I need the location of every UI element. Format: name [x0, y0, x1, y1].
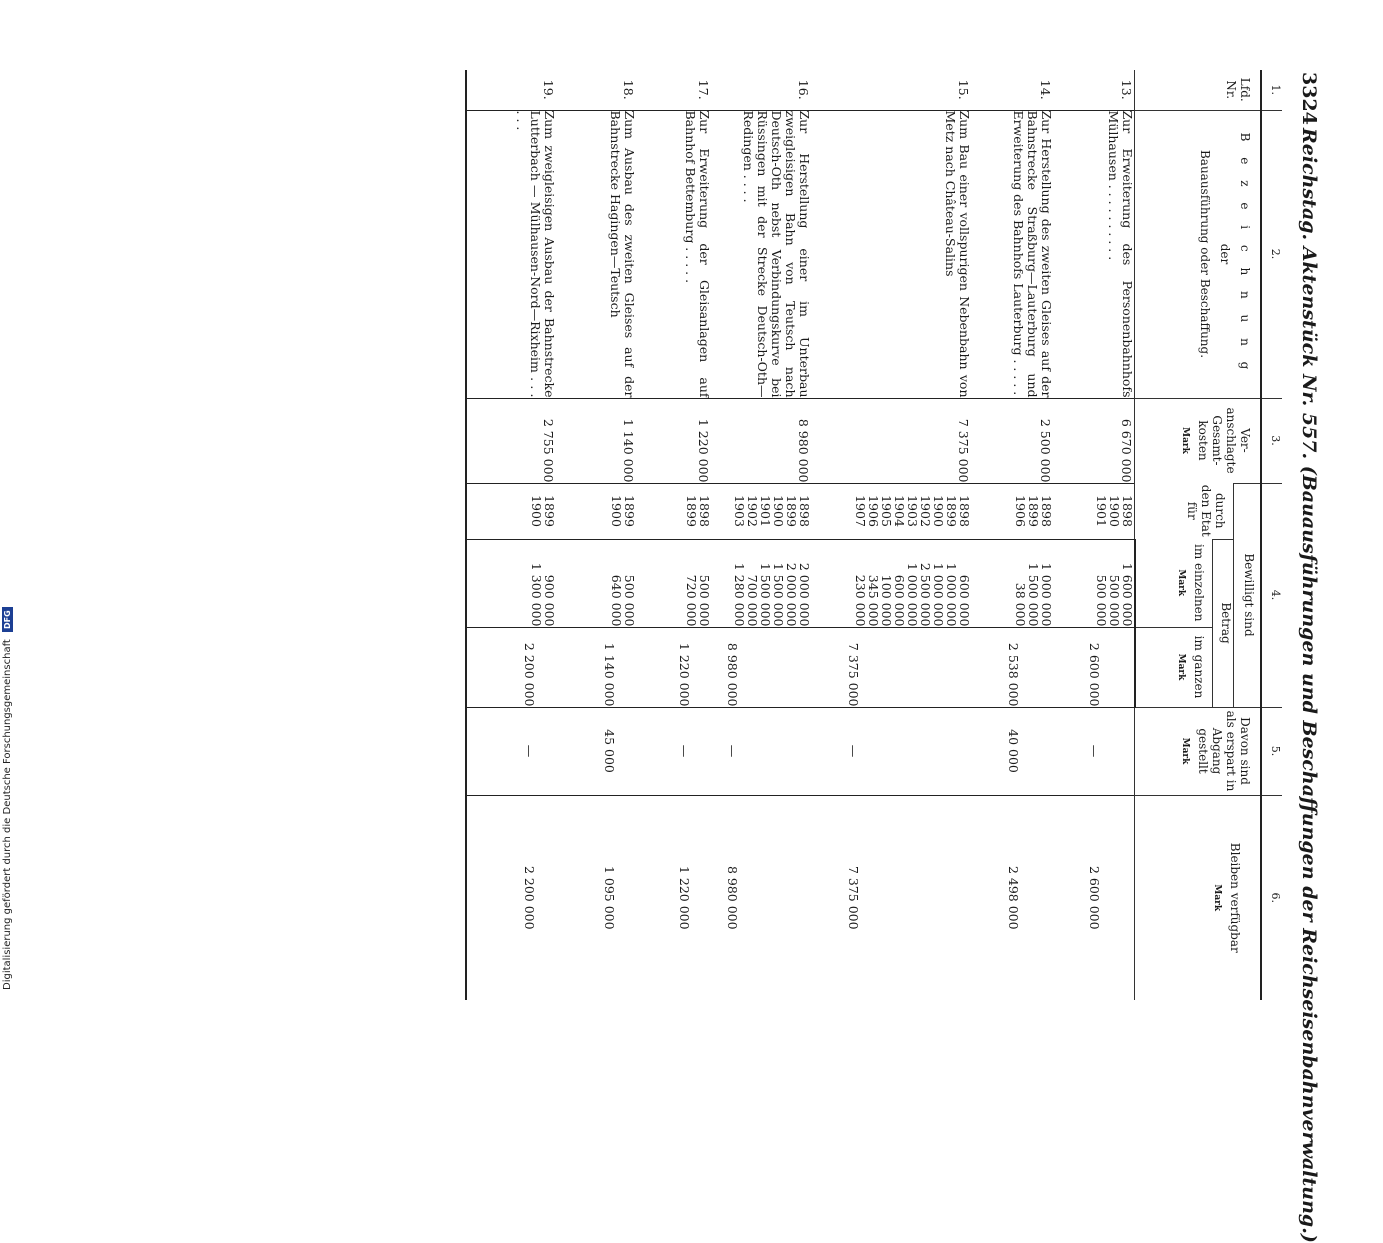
row-description: Zum Ausbau des zweiten Gleises auf der Bahnstrecke Hagingen—Teutsch — [556, 110, 636, 398]
individual-amounts — [811, 539, 971, 627]
total-amount: 2 200 000 — [466, 627, 556, 707]
available-amount: 1 095 000 — [556, 795, 636, 1000]
available-amount: 8 980 000 — [711, 795, 811, 1000]
budget-year: 1900 — [931, 495, 946, 527]
estimated-cost: 2 500 000 — [971, 398, 1053, 483]
budget-year: 1900 — [771, 495, 786, 527]
amounts-list — [733, 540, 811, 627]
available-amount: 2 600 000 — [1053, 795, 1135, 1000]
page-heading — [1288, 70, 1322, 1243]
row-description: Zum zweigleisigen Ausbau der Bahnstrecke Lutterbach — Mülhausen-Nord—Rixheim . . . . . . — [466, 110, 556, 398]
individual-amount: 100 000 — [879, 574, 894, 627]
individual-amount: 1 500 000 — [771, 562, 786, 627]
amounts-list — [530, 540, 556, 627]
estimated-cost: 1 220 000 — [636, 398, 711, 483]
individual-amount: 38 000 — [1013, 582, 1028, 627]
individual-amounts — [556, 539, 636, 627]
col-number-4: 4. — [1261, 483, 1282, 707]
estimated-cost: 7 375 000 — [811, 398, 971, 483]
header-ganzen-label: im ganzen — [1192, 635, 1206, 699]
credit-text: Digitalisierung gefördert durch die Deutsche Forschungsgemeinschaft — [2, 639, 13, 990]
saved-amount: 40 000 — [971, 707, 1053, 795]
budget-year: 1906 — [1013, 495, 1028, 527]
row-number: 15. — [956, 79, 971, 100]
table-row — [971, 70, 1053, 1000]
row-number: 18. — [621, 79, 636, 100]
budget-year: 1898 — [1120, 495, 1136, 527]
individual-amount: 1 300 000 — [529, 562, 544, 627]
row-number: 19. — [466, 70, 556, 110]
estimated-cost: 6 670 000 — [1053, 398, 1135, 483]
individual-amounts — [466, 539, 556, 627]
table-row — [636, 70, 711, 1000]
budget-year: 1901 — [1094, 495, 1110, 527]
budget-year: 1899 — [944, 495, 959, 527]
individual-amount: 345 000 — [866, 574, 881, 627]
col-number-3: 3. — [1261, 398, 1282, 483]
individual-amount: 1 000 000 — [944, 562, 959, 627]
estimated-cost: 8 980 000 — [711, 398, 811, 483]
budget-year: 1899 — [1026, 495, 1041, 527]
col-number-6: 6. — [1261, 795, 1282, 1000]
budget-year: 1905 — [879, 495, 894, 527]
total-amount: 8 980 000 — [711, 627, 811, 707]
unit-label: Mark — [1212, 884, 1222, 912]
total-amount: 1 140 000 — [556, 627, 636, 707]
row-number: 14. — [1038, 79, 1053, 100]
individual-amount: 230 000 — [853, 574, 868, 627]
total-amount: 2 538 000 — [971, 627, 1053, 707]
header-ganzen — [1135, 627, 1213, 707]
individual-amounts — [636, 539, 711, 627]
amounts-list — [610, 540, 636, 627]
budget-years — [1053, 483, 1135, 539]
table-row — [466, 70, 556, 1000]
header-bewilligt: Bewilligt sind — [1234, 483, 1262, 707]
individual-amount: 1 000 000 — [1039, 562, 1054, 627]
unit-label: Mark — [1176, 569, 1186, 597]
individual-amounts — [711, 539, 811, 627]
individual-amount: 500 000 — [697, 574, 712, 627]
budget-year: 1899 — [542, 495, 557, 527]
budget-year: 1900 — [529, 495, 544, 527]
row-description: Zur Erweiterung der Gleisanlagen auf Bahnhof Bettemburg . . . . . — [636, 110, 711, 398]
budget-year: 1899 — [784, 495, 799, 527]
budget-year: 1899 — [622, 495, 637, 527]
header-bezeichnung-der: der — [1218, 243, 1232, 265]
expenditure-table — [465, 70, 1282, 1000]
header-durch-etat: durch den Etat für — [1135, 483, 1234, 539]
header-bezeichnung-sub: Bauausführung oder Beschaffung. — [1198, 149, 1212, 359]
individual-amount: 1 500 000 — [758, 562, 773, 627]
rotated-document-page — [62, 70, 1322, 1243]
budget-years — [556, 483, 636, 539]
budget-years — [466, 483, 556, 539]
digitization-credit — [2, 607, 13, 990]
header-einzelnen — [1135, 539, 1213, 627]
table-row — [556, 70, 636, 1000]
individual-amount: 1 000 000 — [931, 562, 946, 627]
total-amount: 2 600 000 — [1053, 627, 1135, 707]
table-row — [711, 70, 811, 1000]
document-title: Reichstag. Aktenstück Nr. 557. (Bauausführungen und Beschaffungen der Reichseisenbahnverwaltung.) — [1298, 128, 1320, 1243]
row-description: Zur Herstellung einer im Unterbau zweigleisigen Bahn von Teutsch nach Deutsch-Oth nebst Verbindungskurve bei Rüssingen mit der Strecke Deutsch-Oth—Redingen . . . . — [711, 110, 811, 398]
individual-amount: 1 500 000 — [1026, 562, 1041, 627]
individual-amounts — [971, 539, 1053, 627]
budget-year: 1904 — [892, 495, 907, 527]
budget-years — [971, 483, 1053, 539]
saved-amount: — — [1053, 707, 1135, 795]
header-bezeichnung — [1135, 110, 1261, 398]
budget-year: 1902 — [745, 495, 760, 527]
individual-amount: 1 000 000 — [905, 562, 920, 627]
available-amount: 7 375 000 — [811, 795, 971, 1000]
estimated-cost: 2 755 000 — [466, 398, 556, 483]
individual-amount: 500 000 — [622, 574, 637, 627]
col-number-2: 2. — [1261, 110, 1282, 398]
individual-amount: 600 000 — [892, 574, 907, 627]
header-verfuegbar-label: Bleiben verfügbar — [1228, 842, 1242, 953]
individual-amount: 500 000 — [1094, 574, 1109, 627]
saved-amount: — — [636, 707, 711, 795]
amounts-list — [1095, 540, 1134, 627]
individual-amount: 720 000 — [684, 574, 699, 627]
unit-label: Mark — [1180, 737, 1190, 765]
budget-years — [711, 483, 811, 539]
budget-year: 1906 — [866, 495, 881, 527]
row-number: 16. — [796, 79, 811, 100]
row-description: Zur Erweiterung des Personenbahnhofs Mülhausen . . . . . . . . . . — [1053, 110, 1135, 398]
budget-year: 1898 — [957, 495, 972, 527]
individual-amount: 2 500 000 — [918, 562, 933, 627]
amounts-list — [854, 540, 971, 627]
total-amount: 7 375 000 — [811, 627, 971, 707]
unit-label: Mark — [1176, 653, 1186, 681]
unit-label: Mark — [1180, 427, 1190, 454]
budget-year: 1898 — [697, 495, 712, 527]
individual-amount: 900 000 — [542, 574, 557, 627]
budget-year: 1900 — [1107, 495, 1123, 527]
budget-year: 1902 — [918, 495, 933, 527]
individual-amount: 1 600 000 — [1120, 562, 1135, 627]
amounts-list — [1014, 540, 1053, 627]
header-erspart-label: Davon sind als erspart in Abgang gestellt — [1196, 710, 1252, 792]
total-amount: 1 220 000 — [636, 627, 711, 707]
page-number: 3324 — [1298, 72, 1320, 125]
header-row-1 — [1234, 70, 1262, 1000]
row-description: Zum Bau einer vollspurigen Nebenbahn von Metz nach Château-Salins — [811, 110, 971, 398]
header-bezeichnung-title: B e z e i c h n u n g — [1238, 132, 1252, 376]
individual-amount: 1 280 000 — [732, 562, 747, 627]
row-number: 17. — [696, 79, 711, 100]
col-number-1: 1. — [1261, 70, 1282, 110]
budget-year: 1899 — [684, 495, 699, 527]
col-number-5: 5. — [1261, 707, 1282, 795]
saved-amount: 45 000 — [556, 707, 636, 795]
table-row — [1053, 70, 1135, 1000]
header-gesamtkosten — [1135, 398, 1261, 483]
individual-amount: 500 000 — [1107, 574, 1122, 627]
individual-amounts — [1053, 539, 1135, 627]
saved-amount: — — [811, 707, 971, 795]
header-verfuegbar — [1135, 795, 1261, 1000]
budget-year: 1903 — [905, 495, 920, 527]
row-description: Zur Herstellung des zweiten Gleises auf der Bahnstrecke Straßburg—Lauterburg und Erweiterung des Bahnhofs Lauterburg . . . . . — [971, 110, 1053, 398]
budget-year: 1907 — [853, 495, 868, 527]
individual-amount: 2 000 000 — [784, 562, 799, 627]
header-erspart — [1135, 707, 1261, 795]
budget-years — [811, 483, 971, 539]
header-einzelnen-label: im einzelnen — [1192, 543, 1206, 622]
table-row — [811, 70, 971, 1000]
individual-amount: 700 000 — [745, 574, 760, 627]
available-amount: 2 200 000 — [466, 795, 556, 1000]
individual-amount: 600 000 — [957, 574, 972, 627]
budget-year: 1903 — [732, 495, 747, 527]
available-amount: 1 220 000 — [636, 795, 711, 1000]
available-amount: 2 498 000 — [971, 795, 1053, 1000]
amounts-list — [685, 540, 711, 627]
individual-amount: 2 000 000 — [797, 562, 812, 627]
column-number-row — [1261, 70, 1282, 1000]
estimated-cost: 1 140 000 — [556, 398, 636, 483]
budget-year: 1900 — [609, 495, 624, 527]
header-gesamtkosten-label: Ver- anschlagte Gesamt- kosten — [1196, 407, 1252, 474]
header-betrag: Betrag — [1213, 539, 1234, 707]
dfg-logo: DFG — [2, 607, 13, 632]
budget-year: 1898 — [1039, 495, 1054, 527]
saved-amount: — — [466, 707, 556, 795]
row-number: 13. — [1119, 79, 1135, 100]
header-lfd-nr: Lfd. Nr. — [1135, 70, 1261, 110]
individual-amount: 640 000 — [609, 574, 624, 627]
table-body — [466, 70, 1135, 1000]
budget-year: 1898 — [797, 495, 812, 527]
budget-year: 1901 — [758, 495, 773, 527]
saved-amount: — — [711, 707, 811, 795]
budget-years — [636, 483, 711, 539]
